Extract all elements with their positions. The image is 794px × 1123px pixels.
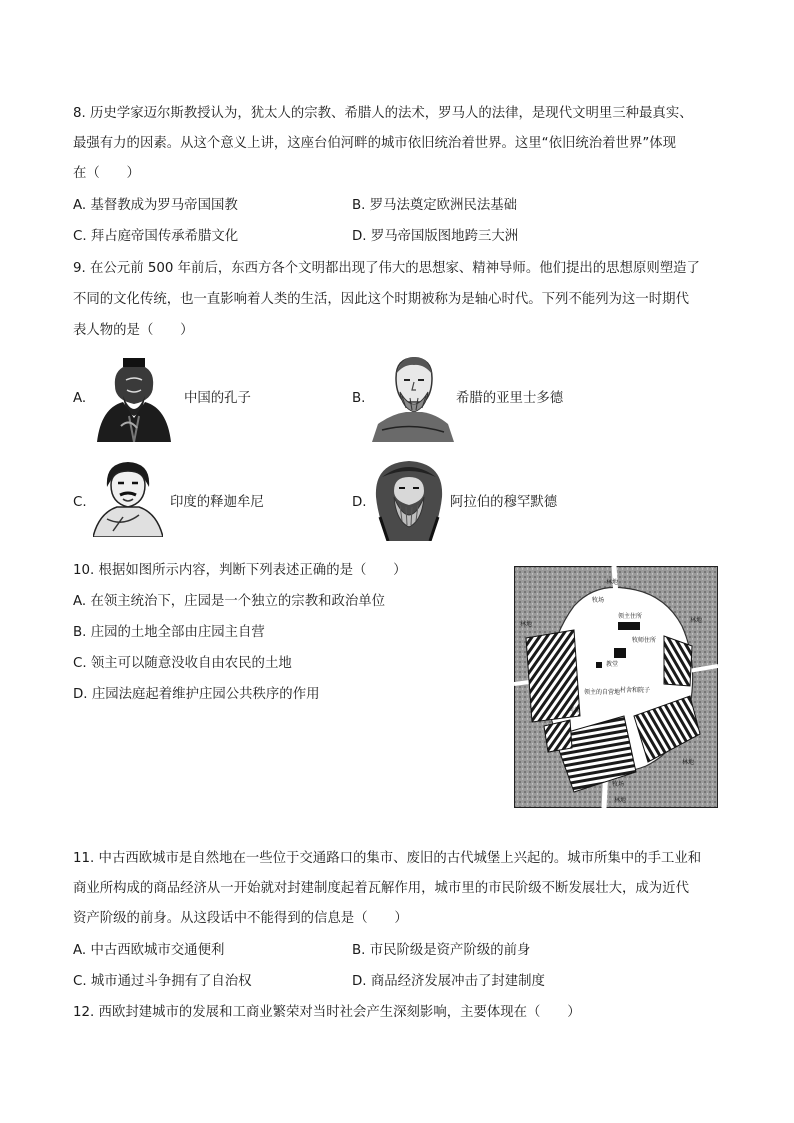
q8-stem-line2: 最强有力的因素。从这个意义上讲，这座台伯河畔的城市依旧统治着世界。这里“依旧统治着世界”体现: [73, 136, 677, 151]
q10-option-a[interactable]: A. 在领主统治下，庄园是一个独立的宗教和政治单位: [73, 594, 386, 609]
map-label-forest-top: 林地: [606, 579, 619, 586]
q12-stem-line1: 12. 西欧封建城市的发展和工商业繁荣对当时社会产生深刻影响，主要体现在（ ）: [73, 1005, 581, 1020]
map-label-forest-right-top: 林地: [690, 617, 703, 624]
q11-option-b[interactable]: B. 市民阶级是资产阶级的前身: [352, 943, 531, 958]
map-label-pasture: 牧场: [592, 597, 605, 604]
confucius-portrait-icon: [93, 356, 175, 442]
map-label-forest-right-bottom: 林地: [682, 759, 695, 766]
map-label-lord-house: 领主住所: [618, 613, 643, 620]
q10-option-b[interactable]: B. 庄园的土地全部由庄园主自营: [73, 625, 265, 640]
map-label-village: 村舍和院子: [620, 687, 651, 694]
map-label-forest-left: 林地: [520, 621, 533, 628]
q10-option-c[interactable]: C. 领主可以随意没收自由农民的土地: [73, 656, 292, 671]
q11-stem-line3: 资产阶级的前身。从这段话中不能得到的信息是（ ）: [73, 911, 408, 926]
q9-option-c-text: 印度的释迦牟尼: [170, 495, 264, 510]
q8-option-c[interactable]: C. 拜占庭帝国传承希腊文化: [73, 229, 239, 244]
q9-option-b-label[interactable]: B.: [352, 391, 366, 406]
q11-option-a[interactable]: A. 中古西欧城市交通便利: [73, 943, 225, 958]
q8-stem-line3: 在（ ）: [73, 166, 140, 181]
q9-option-a-text: 中国的孔子: [184, 391, 251, 406]
q9-option-b-text: 希腊的亚里士多德: [456, 391, 564, 406]
q10-option-d[interactable]: D. 庄园法庭起着维护庄园公共秩序的作用: [73, 687, 320, 702]
q8-stem-line1: 8. 历史学家迈尔斯教授认为，犹太人的宗教、希腊人的法术，罗马人的法律，是现代文明里三种最真实、: [73, 106, 693, 121]
q11-stem-line1: 11. 中古西欧城市是自然地在一些位于交通路口的集市、废旧的古代城堡上兴起的。城市所集中的手工业和: [73, 851, 702, 866]
q9-stem-line2: 不同的文化传统，也一直影响着人类的生活，因此这个时期被称为是轴心时代。下列不能列为这一时期代: [73, 292, 689, 307]
q10-stem-line1: 10. 根据如图所示内容，判断下列表述正确的是（ ）: [73, 563, 407, 578]
muhammad-portrait-icon: [368, 457, 450, 541]
q9-option-d-label[interactable]: D.: [352, 495, 367, 510]
buddha-portrait-icon: [93, 457, 163, 537]
map-label-forest-bottom: 林地: [614, 797, 627, 804]
map-label-river: 河流: [568, 707, 581, 714]
q8-option-a[interactable]: A. 基督教成为罗马帝国国教: [73, 198, 238, 213]
manor-map-icon: [514, 566, 718, 808]
q9-option-c-label[interactable]: C.: [73, 495, 87, 510]
q11-option-c[interactable]: C. 城市通过斗争拥有了自治权: [73, 974, 252, 989]
map-label-church: 教堂: [606, 661, 619, 668]
map-label-lord-land: 领主的自营地: [584, 689, 621, 696]
aristotle-bust-icon: [372, 352, 454, 442]
q9-option-d-text: 阿拉伯的穆罕默德: [450, 495, 558, 510]
q8-option-b[interactable]: B. 罗马法奠定欧洲民法基础: [352, 198, 518, 213]
map-label-priest-house: 牧师住所: [632, 637, 657, 644]
q9-stem-line3: 表人物的是（ ）: [73, 323, 194, 338]
q11-stem-line2: 商业所构成的商品经济从一开始就对封建制度起着瓦解作用，城市里的市民阶级不断发展壮大，成为近代: [73, 881, 689, 896]
map-label-pasture-bottom: 牧场: [612, 781, 625, 788]
q9-stem-line1: 9. 在公元前 500 年前后，东西方各个文明都出现了伟大的思想家、精神导师。他们提出的思想原则塑造了: [73, 261, 700, 276]
q8-option-d[interactable]: D. 罗马帝国版图地跨三大洲: [352, 229, 519, 244]
q11-option-d[interactable]: D. 商品经济发展冲击了封建制度: [352, 974, 545, 989]
q9-option-a-label[interactable]: A.: [73, 391, 87, 406]
